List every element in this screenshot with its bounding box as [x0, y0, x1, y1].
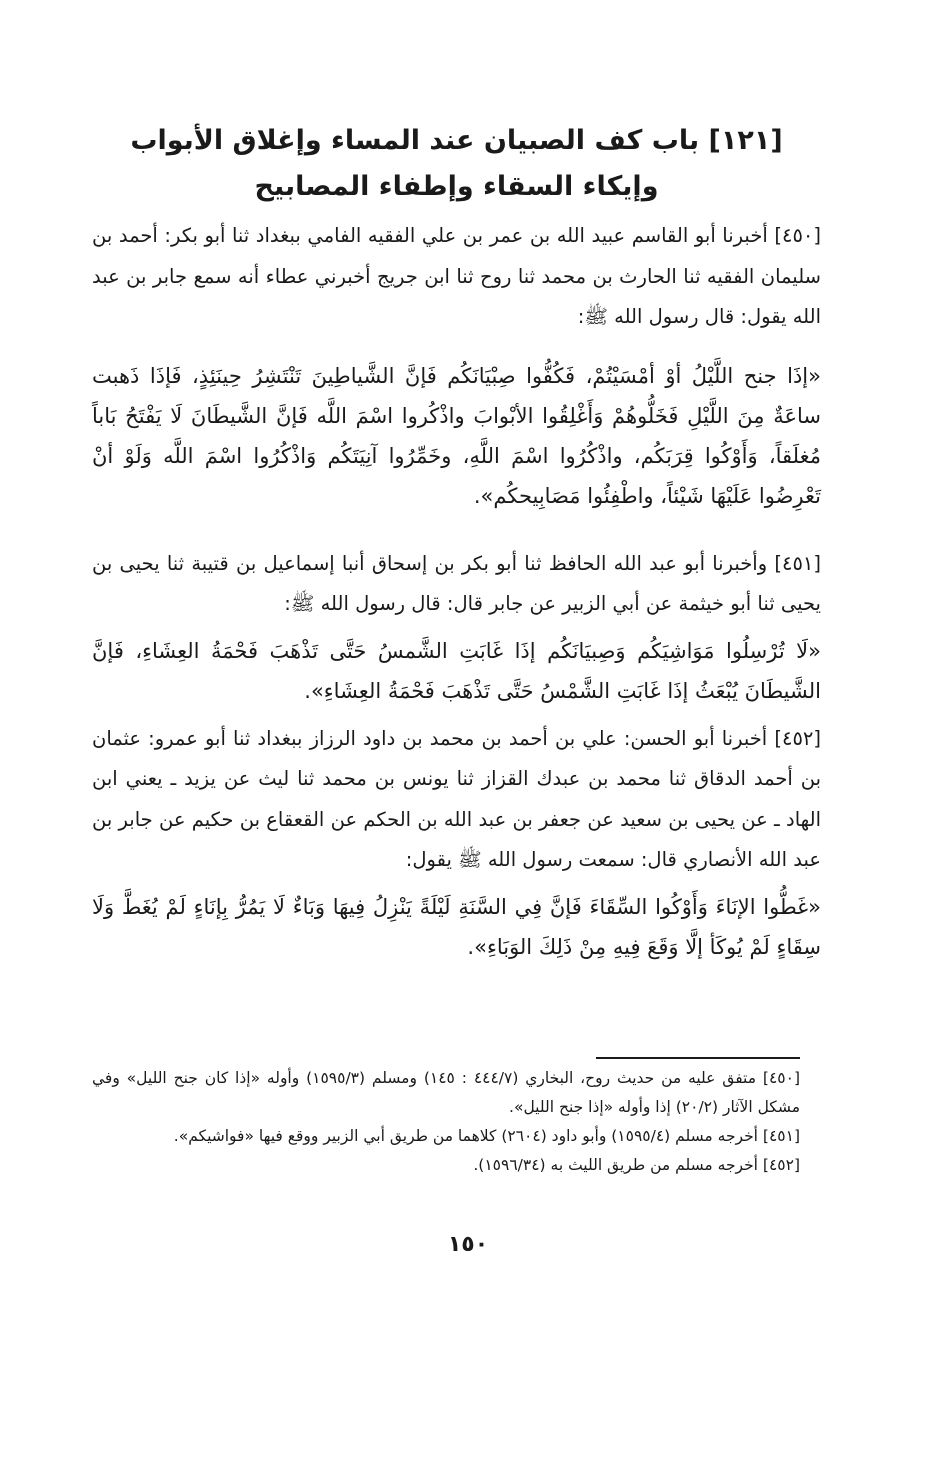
entry-450-hadith: «إذَا جنح اللَّيْلُ أوْ أمْسَيْتُمْ، فَكُفُّوا صِبْيَانَكُم فَإنَّ الشَّياطِينَ تَنْتَشِرُ حِينَئِذٍ، فَإذَا ذَهبت ساعَةٌ مِنَ اللَّيْلِ فَخَلُّوهُمْ وَأَغْلِقُوا الأبْوابَ واذْكُروا اسْمَ اللَّه فَإنَّ الشَّيطَانَ لَا يَفْتَحُ بَاباً مُغلَقاً، وَأَوْكُوا قِرَبَكُم، واذْكُرُوا اسْمَ اللَّهِ، وخَمِّرُوا آنِيَتَكُم وَاذْكُرُوا اسْمَ اللَّه وَلَوْ أنْ تَعْرِضُوا عَلَيْهَا شَيْئاً، واطْفِئُوا مَصَابِيحكُم». [92, 363, 821, 508]
footnote-451: [٤٥١] أخرجه مسلم (١٥٩٥/٤) وأبو داود (٢٦٠٤) كلاهما من طريق أبي الزبير ووقع فيها «فواشيكم». [173, 1127, 800, 1145]
chapter-heading-line-2: وإيكاء السقاء وإطفاء المصابيح [254, 171, 659, 202]
entry-451-isnad: [٤٥١] وأخبرنا أبو عبد الله الحافظ ثنا أبو بكر بن إسحاق أنبا إسماعيل بن قتيبة ثنا يحيى بن يحيى ثنا أبو خيثمة عن أبي الزبير عن جابر قال: قال رسول الله ﷺ: [92, 551, 821, 615]
page-number: ١٥٠ [447, 1232, 489, 1257]
chapter-heading-line-1: [١٢١] باب كف الصبيان عند المساء وإغلاق الأبواب [130, 125, 783, 156]
footnotes [92, 1064, 800, 1180]
chapter-heading [92, 118, 821, 210]
footnote-452: [٤٥٢] أخرجه مسلم من طريق الليث به (١٥٩٦/٣٤). [473, 1156, 800, 1174]
footnote-450: [٤٥٠] متفق عليه من حديث روح، البخاري (٤٤٤/٧ : ١٤٥) ومسلم (١٥٩٥/٣) وأوله «إذا كان جنح الليل» وفي مشكل الآثار (٢٠/٢) إذا وأوله «إذا جنح الليل». [92, 1069, 800, 1116]
entry-450-isnad: [٤٥٠] أخبرنا أبو القاسم عبيد الله بن عمر بن علي الفقيه الفامي ببغداد ثنا أبو بكر: أحمد بن سليمان الفقيه ثنا الحارث بن محمد ثنا روح ثنا ابن جريج أخبرني عطاء أنه سمع جابر بن عبد الله يقول: قال رسول الله ﷺ: [92, 224, 821, 328]
footnote-separator [596, 1057, 800, 1059]
entry-452-hadith: «غَطُّوا الإنَاءَ وَأَوْكُوا السِّقَاءَ فَإنَّ فِي السَّنَةِ لَيْلَةً يَنْزِلُ فِيهَا وَبَاءٌ لَا يَمُرُّ بِإنَاءٍ لَمْ يُغَطَّ وَلَا سِقَاءٍ لَمْ يُوكَأ إلَّا وَقَعَ فِيهِ مِنْ ذَلِكَ الوَبَاءِ». [92, 894, 821, 959]
entry-452-isnad: [٤٥٢] أخبرنا أبو الحسن: علي بن أحمد بن محمد بن داود الرزاز ببغداد ثنا أبو عمرو: عثمان بن أحمد الدقاق ثنا محمد بن عبدك القزاز ثنا يونس بن محمد ثنا ليث عن يزيد ـ يعني ابن الهاد ـ عن يحيى بن سعيد عن جعفر بن عبد الله بن الحكم عن القعقاع بن حكيم عن جابر بن عبد الله الأنصاري قال: سمعت رسول الله ﷺ يقول: [92, 726, 821, 871]
entry-451-hadith: «لَا تُرْسِلُوا مَوَاشِيَكُم وَصِبيَانَكُم إذَا غَابَتِ الشَّمسُ حَتَّى تَذْهَبَ فَحْمَةُ العِشَاءِ، فَإنَّ الشَّيطَانَ يُبْعَثُ إذَا غَابَتِ الشَّمْسُ حَتَّى تَذْهَبَ فَحْمَةُ العِشَاءِ». [92, 638, 821, 703]
